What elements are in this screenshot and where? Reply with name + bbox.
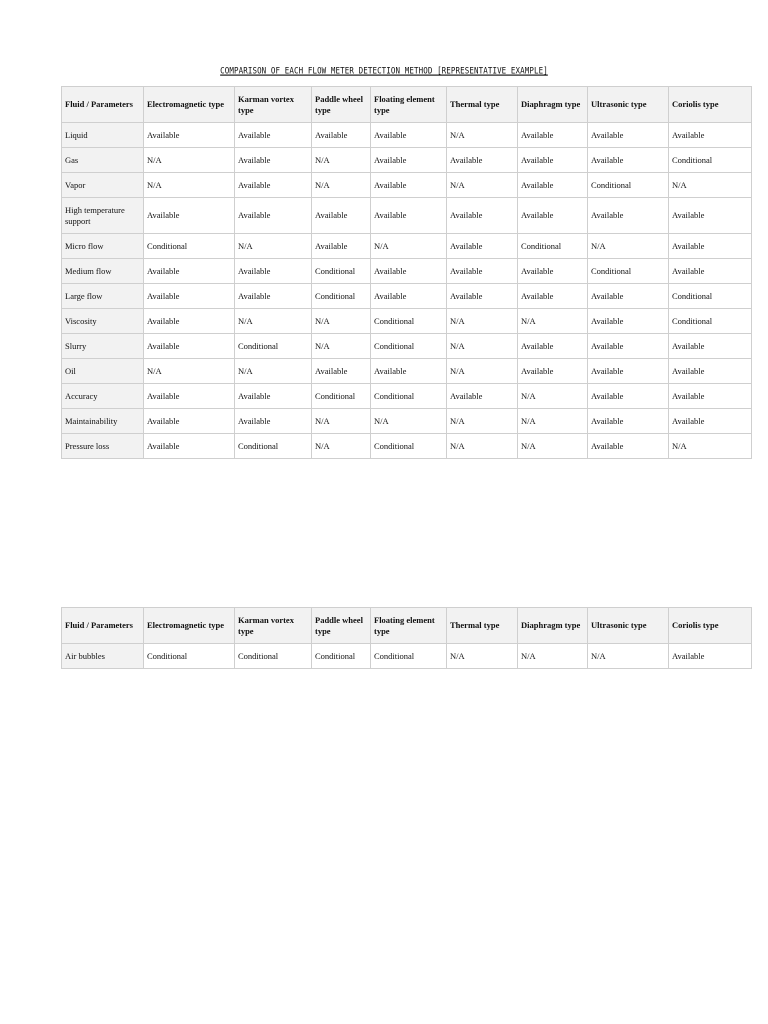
table-cell: Available: [518, 123, 588, 148]
table-cell: Available: [669, 384, 752, 409]
table-cell: N/A: [447, 409, 518, 434]
table-row: [62, 309, 752, 334]
column-header: Ultrasonic type: [588, 87, 669, 123]
table-cell: N/A: [518, 434, 588, 459]
table-cell: Available: [371, 148, 447, 173]
table-row: [62, 173, 752, 198]
table-row: [62, 359, 752, 384]
column-header: Electromagnetic type: [144, 608, 235, 644]
table-cell: Available: [669, 234, 752, 259]
table-cell: N/A: [518, 409, 588, 434]
table-cell: Available: [588, 148, 669, 173]
table-cell: Conditional: [235, 334, 312, 359]
table-cell: Available: [447, 259, 518, 284]
table-row: [62, 384, 752, 409]
table-cell: Available: [144, 409, 235, 434]
table-row: [62, 284, 752, 309]
table-cell: Available: [235, 384, 312, 409]
table-cell: Available: [518, 198, 588, 234]
table-cell: Available: [144, 259, 235, 284]
table-row: [62, 148, 752, 173]
table-cell: Available: [588, 334, 669, 359]
table-cell: N/A: [588, 644, 669, 669]
table-cell: Available: [235, 409, 312, 434]
comparison-table-continued: [61, 607, 752, 669]
table-cell: Available: [144, 123, 235, 148]
column-header: Ultrasonic type: [588, 608, 669, 644]
table-cell: Conditional: [144, 234, 235, 259]
parameter-cell: Accuracy: [62, 384, 144, 409]
table-cell: Available: [144, 384, 235, 409]
table-cell: N/A: [371, 234, 447, 259]
table-cell: Conditional: [371, 334, 447, 359]
table-cell: N/A: [235, 234, 312, 259]
table-cell: N/A: [669, 173, 752, 198]
table-row: [62, 198, 752, 234]
column-header: Fluid / Parameters: [62, 87, 144, 123]
comparison-table: [61, 86, 752, 459]
column-header: Electromagnetic type: [144, 87, 235, 123]
column-header: Karman vortex type: [235, 87, 312, 123]
table-cell: Available: [235, 148, 312, 173]
table-cell: N/A: [144, 173, 235, 198]
table-cell: N/A: [235, 309, 312, 334]
parameter-cell: Vapor: [62, 173, 144, 198]
table-cell: Available: [447, 198, 518, 234]
table-cell: N/A: [447, 334, 518, 359]
table-row: [62, 123, 752, 148]
table-cell: Available: [518, 359, 588, 384]
table-cell: Available: [144, 309, 235, 334]
table-cell: Available: [518, 334, 588, 359]
table-cell: N/A: [447, 309, 518, 334]
parameter-cell: Oil: [62, 359, 144, 384]
table-cell: N/A: [447, 123, 518, 148]
table-cell: Available: [588, 384, 669, 409]
table-cell: Conditional: [312, 284, 371, 309]
table-cell: Conditional: [669, 148, 752, 173]
table-cell: Available: [588, 284, 669, 309]
parameter-cell: Viscosity: [62, 309, 144, 334]
parameter-cell: High temperature support: [62, 198, 144, 234]
column-header: Thermal type: [447, 87, 518, 123]
table-row: [62, 234, 752, 259]
table-cell: Available: [144, 198, 235, 234]
column-header: Diaphragm type: [518, 87, 588, 123]
table-cell: N/A: [312, 148, 371, 173]
table-cell: Available: [588, 123, 669, 148]
table-cell: Conditional: [371, 644, 447, 669]
column-header: Floating element type: [371, 608, 447, 644]
table-cell: Available: [447, 284, 518, 309]
table-cell: Conditional: [144, 644, 235, 669]
table-cell: Available: [312, 359, 371, 384]
table-cell: Available: [371, 359, 447, 384]
parameter-cell: Pressure loss: [62, 434, 144, 459]
table-cell: N/A: [588, 234, 669, 259]
parameter-cell: Slurry: [62, 334, 144, 359]
column-header: Paddle wheel type: [312, 87, 371, 123]
table-cell: Conditional: [669, 284, 752, 309]
parameter-cell: Liquid: [62, 123, 144, 148]
table-cell: N/A: [447, 644, 518, 669]
table-cell: Conditional: [588, 173, 669, 198]
table-cell: N/A: [312, 309, 371, 334]
table-cell: Available: [518, 259, 588, 284]
table-cell: Available: [447, 148, 518, 173]
table-cell: Available: [144, 434, 235, 459]
column-header: Diaphragm type: [518, 608, 588, 644]
table-cell: N/A: [669, 434, 752, 459]
table-cell: Conditional: [588, 259, 669, 284]
table-cell: N/A: [447, 434, 518, 459]
table-cell: Available: [518, 173, 588, 198]
table-cell: Available: [144, 334, 235, 359]
table-cell: N/A: [312, 334, 371, 359]
table-cell: N/A: [518, 309, 588, 334]
table-cell: Available: [235, 173, 312, 198]
table-cell: Available: [447, 234, 518, 259]
table-cell: Available: [669, 334, 752, 359]
table-row: [62, 334, 752, 359]
table-cell: Conditional: [312, 384, 371, 409]
table-cell: Conditional: [371, 434, 447, 459]
table-cell: Conditional: [312, 259, 371, 284]
table-cell: Available: [669, 259, 752, 284]
table-cell: Available: [371, 284, 447, 309]
table-cell: Available: [588, 409, 669, 434]
table-row: [62, 644, 752, 669]
table-cell: N/A: [518, 644, 588, 669]
table-cell: Available: [312, 123, 371, 148]
table-cell: N/A: [144, 148, 235, 173]
table-cell: N/A: [371, 409, 447, 434]
table-row: [62, 434, 752, 459]
table-cell: Available: [312, 234, 371, 259]
column-header: Coriolis type: [669, 87, 752, 123]
table-cell: N/A: [144, 359, 235, 384]
table-cell: Conditional: [518, 234, 588, 259]
parameter-cell: Large flow: [62, 284, 144, 309]
table-cell: Available: [588, 359, 669, 384]
table-cell: Available: [447, 384, 518, 409]
table-cell: Available: [669, 359, 752, 384]
header-row: [62, 87, 752, 123]
table-cell: Available: [144, 284, 235, 309]
table-cell: Conditional: [235, 644, 312, 669]
table-cell: Available: [371, 259, 447, 284]
parameter-cell: Medium flow: [62, 259, 144, 284]
table-cell: Available: [312, 198, 371, 234]
table-cell: Available: [669, 198, 752, 234]
header-row: [62, 608, 752, 644]
table-cell: Available: [235, 123, 312, 148]
table-row: [62, 259, 752, 284]
table-cell: Available: [235, 259, 312, 284]
table-cell: Available: [669, 409, 752, 434]
table-cell: Conditional: [235, 434, 312, 459]
table-cell: Conditional: [669, 309, 752, 334]
table-cell: Available: [669, 123, 752, 148]
table-cell: Available: [588, 309, 669, 334]
table-cell: Available: [235, 284, 312, 309]
document-title: COMPARISON OF EACH FLOW METER DETECTION METHOD [REPRESENTATIVE EXAMPLE]: [220, 65, 548, 76]
table-cell: N/A: [312, 434, 371, 459]
table-cell: N/A: [447, 173, 518, 198]
parameter-cell: Gas: [62, 148, 144, 173]
column-header: Fluid / Parameters: [62, 608, 144, 644]
table-cell: Available: [588, 434, 669, 459]
parameter-cell: Maintainability: [62, 409, 144, 434]
table-cell: N/A: [447, 359, 518, 384]
table-cell: N/A: [312, 409, 371, 434]
column-header: Paddle wheel type: [312, 608, 371, 644]
parameter-cell: Micro flow: [62, 234, 144, 259]
table-cell: Available: [235, 198, 312, 234]
parameter-cell: Air bubbles: [62, 644, 144, 669]
table-cell: Available: [518, 284, 588, 309]
column-header: Karman vortex type: [235, 608, 312, 644]
table-cell: N/A: [312, 173, 371, 198]
table-row: [62, 409, 752, 434]
table-cell: Available: [518, 148, 588, 173]
column-header: Floating element type: [371, 87, 447, 123]
table-cell: N/A: [518, 384, 588, 409]
table-cell: Available: [371, 198, 447, 234]
table-cell: N/A: [235, 359, 312, 384]
table-cell: Available: [669, 644, 752, 669]
column-header: Coriolis type: [669, 608, 752, 644]
table-cell: Conditional: [371, 384, 447, 409]
table-cell: Available: [371, 173, 447, 198]
table-cell: Conditional: [312, 644, 371, 669]
table-cell: Available: [588, 198, 669, 234]
table-cell: Available: [371, 123, 447, 148]
table-cell: Conditional: [371, 309, 447, 334]
column-header: Thermal type: [447, 608, 518, 644]
